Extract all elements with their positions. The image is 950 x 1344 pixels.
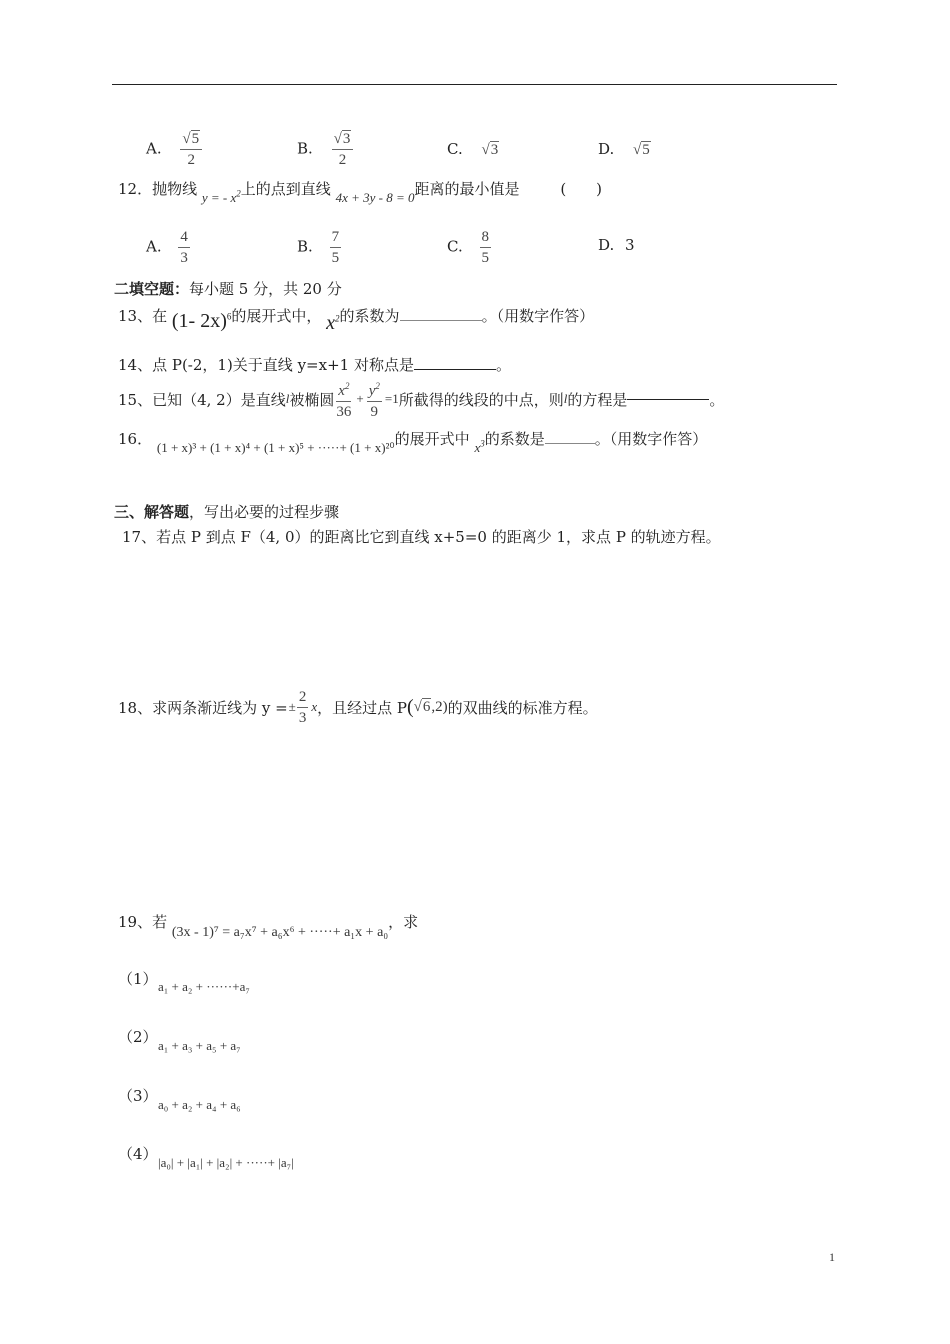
q12-stem <box>118 178 603 205</box>
plus-sign: + <box>356 391 364 406</box>
fraction: $\frac{x^2}{36}$ <box>334 377 353 421</box>
radical: √5 <box>633 142 650 158</box>
question-text: 。（用数字作答） <box>594 430 708 448</box>
question-text: 14、点 P(-2，1)关于直线 y=x+1 对称点是 <box>118 356 414 374</box>
fraction <box>180 130 202 169</box>
question-number: 12． <box>118 180 153 198</box>
fraction: $\frac{8}{5}$ <box>481 229 489 266</box>
question-number: 16． <box>118 430 153 448</box>
section-title: 三、解答题 <box>114 503 190 521</box>
question-text: 。 <box>495 356 511 374</box>
question-text: 距离的最小值是 <box>414 180 520 198</box>
question-text: 的系数是 <box>484 430 545 448</box>
denominator: 2 <box>187 152 195 168</box>
section-3-heading <box>114 501 339 522</box>
radicand: 3 <box>490 142 499 158</box>
section-title: 二填空题： <box>114 280 190 298</box>
binomial-expression: (1- 2x)$^6$ <box>171 310 232 332</box>
part-4-expression: |a₀| + |a₁| + |a₂| + ·····+ |a₇| <box>158 1155 294 1170</box>
target-term: $x^2$ <box>326 312 340 334</box>
plus-minus: ± <box>288 699 296 714</box>
q15 <box>118 376 724 422</box>
page-number: 1 <box>829 1250 835 1264</box>
equals: =1 <box>384 391 399 406</box>
header-rule <box>112 84 837 85</box>
radicand: 5 <box>191 131 200 147</box>
question-text: ，求 <box>388 913 419 931</box>
question-text: 的展开式中， <box>231 307 322 325</box>
radical: √3 <box>481 142 499 158</box>
fraction <box>332 130 354 169</box>
question-text: 的双曲线的标准方程。 <box>447 698 598 717</box>
target-term: $x^3$ <box>474 438 485 455</box>
q12-option-b <box>297 228 341 267</box>
part-label: （2） <box>118 1028 158 1046</box>
question-text: 的系数为 <box>339 307 400 325</box>
radical: √6 <box>413 698 431 715</box>
q11-option-d <box>598 140 651 159</box>
answer-blank[interactable] <box>414 369 496 370</box>
question-text: 被椭圆 <box>289 390 335 409</box>
line-symbol: l <box>285 391 290 406</box>
point-coord: ,2) <box>431 698 448 715</box>
question-text: 的展开式中 <box>394 430 470 448</box>
option-label: C. <box>447 237 463 256</box>
question-text: 。 <box>709 390 725 409</box>
radical: √5 <box>182 131 200 147</box>
question-text: 抛物线 <box>152 180 198 198</box>
question-text: ，且经过点 P <box>317 698 407 717</box>
answer-blank[interactable] <box>627 399 709 400</box>
part-2-expression: a₁ + a₃ + a₅ + a₇ <box>158 1038 241 1053</box>
q14 <box>118 354 511 375</box>
answer-blank[interactable] <box>545 443 595 444</box>
section-desc: 每小题 5 分，共 20 分 <box>189 280 342 298</box>
option-label: D. <box>598 236 615 254</box>
part-1-expression: a₁ + a₂ + ······+a₇ <box>158 979 250 994</box>
part-3-expression: a₀ + a₂ + a₄ + a₆ <box>158 1097 241 1112</box>
option-label: A. <box>146 139 162 158</box>
q12-option-a <box>146 228 190 267</box>
q11-option-b <box>297 130 353 169</box>
option-label: B. <box>297 237 313 256</box>
q11-option-a <box>146 130 202 169</box>
question-text: 15、已知（4, 2）是直线 <box>118 390 286 409</box>
q12-option-c <box>447 228 491 267</box>
q13 <box>118 304 595 334</box>
fraction: $\frac{y^2}{9}$ <box>367 377 382 421</box>
part-label: （4） <box>118 1145 158 1163</box>
question-text: 所截得的线段的中点，则 <box>398 390 564 409</box>
question-text: 19、若 <box>118 913 168 931</box>
option-label: B. <box>297 139 313 158</box>
q11-option-c <box>447 140 499 159</box>
q19 <box>118 911 419 940</box>
option-label: A. <box>146 237 162 256</box>
option-label: C. <box>447 140 463 158</box>
radicand: 3 <box>342 131 351 147</box>
question-text: 上的点到直线 <box>240 180 331 198</box>
variable-x: x <box>311 699 318 714</box>
radicand: 5 <box>642 142 650 158</box>
fraction: $\frac{7}{5}$ <box>331 229 340 266</box>
expansion-equation: (3x - 1)⁷ = a₇x⁷ + a₆x⁶ + ·····+ a₁x + a₀ <box>171 925 389 940</box>
option-label: D. <box>598 140 615 158</box>
answer-blank[interactable] <box>400 320 482 321</box>
question-text: 18、求两条渐近线为 y = <box>118 698 288 717</box>
question-text: 13、在 <box>118 307 168 325</box>
answer-paren: ( ) <box>560 180 603 198</box>
fraction: $\frac{2}{3}$ <box>298 688 307 726</box>
q12-option-d <box>598 236 635 254</box>
q16 <box>118 428 708 455</box>
line-equation: 4x + 3y - 8 = 0 <box>335 190 415 205</box>
option-value: 3 <box>625 236 635 254</box>
section-desc: ，写出必要的过程步骤 <box>189 503 340 521</box>
question-text: 。（用数字作答） <box>481 307 595 325</box>
fraction: $\frac{4}{3}$ <box>180 229 188 266</box>
radical: √3 <box>333 131 351 147</box>
sum-expression: (1 + x)³ + (1 + x)⁴ + (1 + x)⁵ + ·····+ (1 + x)²⁰ <box>156 440 395 455</box>
section-2-heading <box>114 278 342 299</box>
part-label: （3） <box>118 1087 158 1105</box>
point-paren: ( <box>406 695 414 718</box>
denominator: 2 <box>338 152 347 168</box>
question-text: 的方程是 <box>567 390 628 409</box>
line-symbol: l <box>563 391 568 406</box>
part-label: （1） <box>118 970 158 988</box>
parabola-equation: y = - $x^2$ <box>201 188 241 205</box>
q18 <box>118 684 598 730</box>
q17: 17、若点 P 到点 F（4, 0）的距离比它到直线 x+5=0 的距离少 1，求点 P 的轨迹方程。 <box>122 528 721 546</box>
